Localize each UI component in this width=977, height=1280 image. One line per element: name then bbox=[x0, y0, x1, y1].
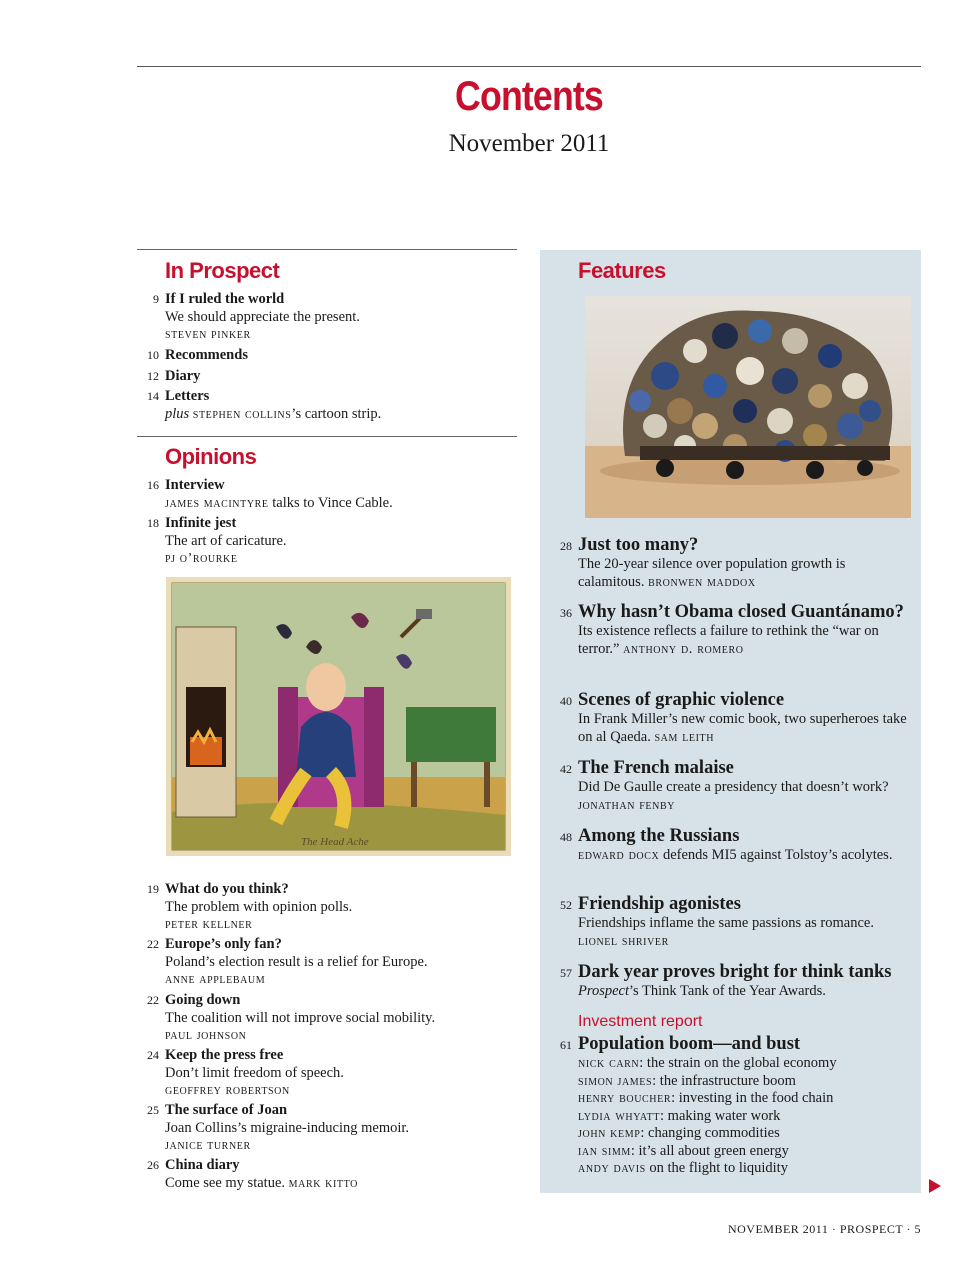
entry-desc: The coalition will not improve social mobility. bbox=[165, 1009, 436, 1026]
investment-line bbox=[578, 1090, 910, 1108]
overloaded-truck-image bbox=[585, 296, 911, 518]
feature-photo bbox=[585, 296, 911, 518]
entry-desc-text: In Frank Miller’s new comic book, two superheroes take on al Qaeda. bbox=[578, 711, 907, 745]
page-number: 24 bbox=[147, 1048, 159, 1062]
entry-title: The French malaise bbox=[578, 758, 734, 778]
entry-desc-text: talks to Vince Cable. bbox=[268, 494, 393, 511]
page-number: 10 bbox=[147, 348, 159, 362]
entry-author: mark kitto bbox=[288, 1175, 358, 1191]
line-text: : it’s all about green energy bbox=[630, 1142, 789, 1159]
plus-word: plus bbox=[165, 405, 190, 422]
entry-title: What do you think? bbox=[165, 881, 289, 897]
page-number: 19 bbox=[147, 882, 159, 896]
investment-line bbox=[578, 1125, 910, 1143]
entry-desc-text: defends MI5 against Tolstoy’s acolytes. bbox=[659, 847, 893, 863]
entry-desc bbox=[165, 495, 515, 513]
page-number: 48 bbox=[560, 830, 572, 844]
entry-title: Interview bbox=[165, 477, 225, 493]
entry-author: janice turner bbox=[165, 1138, 251, 1153]
entry-author: henry boucher bbox=[578, 1090, 672, 1106]
entry-desc bbox=[578, 779, 910, 814]
page-number: 12 bbox=[147, 369, 159, 383]
page-number: 57 bbox=[560, 966, 572, 980]
opinions-heading: Opinions bbox=[165, 444, 257, 469]
entry-desc bbox=[578, 623, 910, 658]
entry-title: Just too many? bbox=[578, 535, 699, 555]
entry-desc-text: ’s Think Tank of the Year Awards. bbox=[629, 983, 826, 999]
page-folio: NOVEMBER 2011 · PROSPECT · 5 bbox=[727, 1222, 921, 1236]
entry-desc-text: The 20-year silence over population growth is calamitous. bbox=[578, 556, 846, 590]
opinions-rule bbox=[137, 436, 517, 437]
page-number: 36 bbox=[560, 606, 572, 620]
line-text: : the strain on the global economy bbox=[639, 1055, 837, 1071]
page-number: 22 bbox=[147, 993, 159, 1007]
entry-title: Letters bbox=[165, 388, 210, 404]
entry-title: Diary bbox=[165, 368, 201, 384]
entry-desc-text: Did De Gaulle create a presidency that doesn’t work? bbox=[578, 779, 889, 795]
entry-title: Dark year proves bright for think tanks bbox=[578, 962, 892, 982]
page-number: 52 bbox=[560, 898, 572, 912]
entry-title: Scenes of graphic violence bbox=[578, 690, 785, 710]
entry-desc: Don’t limit freedom of speech. bbox=[165, 1064, 344, 1081]
entry-author: ian simm bbox=[578, 1142, 631, 1159]
entry-author: geoffrey robertson bbox=[165, 1083, 290, 1098]
entry-author: nick carn bbox=[578, 1055, 640, 1071]
plus-text: ’s cartoon strip. bbox=[291, 405, 382, 422]
page-number: 28 bbox=[560, 539, 572, 553]
entry-author: paul johnson bbox=[165, 1028, 247, 1043]
investment-report-label: Investment report bbox=[578, 1013, 703, 1030]
entry-title: Friendship agonistes bbox=[578, 894, 741, 914]
entry-author: steven pinker bbox=[165, 327, 251, 342]
entry-title: Recommends bbox=[165, 347, 248, 363]
page-number: 16 bbox=[147, 478, 159, 492]
entry-author: anne applebaum bbox=[165, 972, 266, 987]
line-text: on the flight to liquidity bbox=[645, 1160, 788, 1176]
entry-title: If I ruled the world bbox=[165, 291, 285, 307]
entry-author: lionel shriver bbox=[578, 932, 669, 949]
page-number: 25 bbox=[147, 1103, 159, 1117]
entry-desc bbox=[578, 711, 910, 746]
entry-desc bbox=[578, 847, 910, 865]
entry-title: Among the Russians bbox=[578, 826, 740, 846]
entry-title: Europe’s only fan? bbox=[165, 936, 282, 952]
entry-title: Keep the press free bbox=[165, 1047, 284, 1063]
page-title: Contents bbox=[455, 72, 603, 119]
investment-line bbox=[578, 1143, 910, 1161]
entry-title: Going down bbox=[165, 992, 241, 1008]
illustration-caption: The Head Ache bbox=[301, 836, 369, 848]
line-text: : investing in the food chain bbox=[671, 1090, 834, 1106]
entry-author: sam leith bbox=[654, 728, 715, 745]
entry-desc bbox=[578, 915, 910, 950]
caricature-illustration bbox=[166, 577, 511, 856]
entry-author: stephen collins bbox=[192, 406, 292, 422]
page-number: 26 bbox=[147, 1158, 159, 1172]
line-text: : making water work bbox=[660, 1107, 781, 1124]
entry-author: john kemp bbox=[578, 1125, 641, 1141]
entry-title: China diary bbox=[165, 1157, 240, 1173]
entry-title: Why hasn’t Obama closed Guantánamo? bbox=[578, 602, 904, 622]
page-number: 14 bbox=[147, 389, 159, 403]
entry-desc bbox=[578, 556, 910, 591]
line-text: : changing commodities bbox=[640, 1125, 780, 1141]
page-number: 18 bbox=[147, 516, 159, 530]
in-prospect-rule bbox=[137, 249, 517, 250]
entry-author: jonathan fenby bbox=[578, 796, 676, 813]
page-number: 9 bbox=[153, 292, 159, 306]
entry-desc: Joan Collins’s migraine-inducing memoir. bbox=[165, 1119, 410, 1136]
features-heading: Features bbox=[578, 258, 666, 283]
page-number: 61 bbox=[560, 1038, 572, 1052]
entry-title: The surface of Joan bbox=[165, 1102, 288, 1118]
magazine-name: Prospect bbox=[578, 983, 630, 999]
entry-title: Infinite jest bbox=[165, 515, 237, 531]
entry-author: peter kellner bbox=[165, 917, 253, 932]
top-rule bbox=[137, 66, 921, 67]
entry-desc-text: Friendships inflame the same passions as romance. bbox=[578, 915, 874, 931]
entry-author: andy davis bbox=[578, 1160, 646, 1176]
page-number: 40 bbox=[560, 694, 572, 708]
in-prospect-heading: In Prospect bbox=[165, 258, 280, 283]
line-text: : the infrastructure boom bbox=[652, 1072, 796, 1089]
page-subtitle: November 2011 bbox=[448, 130, 610, 157]
caricature-image bbox=[166, 577, 511, 856]
investment-line bbox=[578, 1160, 910, 1178]
entry-author: simon james bbox=[578, 1072, 653, 1089]
entry-desc bbox=[165, 1175, 515, 1193]
continue-arrow-icon[interactable] bbox=[929, 1179, 941, 1193]
investment-line bbox=[578, 1108, 910, 1126]
entry-desc bbox=[165, 406, 515, 424]
entry-title: Population boom—and bust bbox=[578, 1034, 801, 1054]
entry-desc: Poland’s election result is a relief for Europe. bbox=[165, 953, 428, 970]
entry-desc: We should appreciate the present. bbox=[165, 308, 360, 325]
entry-author: lydia whyatt bbox=[578, 1107, 661, 1124]
investment-line bbox=[578, 1073, 910, 1091]
entry-author: james macintyre bbox=[165, 495, 269, 511]
page-number: 22 bbox=[147, 937, 159, 951]
investment-line bbox=[578, 1055, 910, 1073]
entry-desc-text: Its existence reflects a failure to rethink the “war on terror.” bbox=[578, 623, 879, 657]
entry-author: anthony d. romero bbox=[623, 640, 744, 657]
entry-author: pj o’rourke bbox=[165, 551, 238, 566]
page-number: 42 bbox=[560, 762, 572, 776]
entry-author: bronwen maddox bbox=[648, 573, 756, 590]
entry-desc: The art of caricature. bbox=[165, 532, 287, 549]
entry-desc bbox=[578, 983, 910, 1001]
entry-desc-text: Come see my statue. bbox=[165, 1174, 289, 1191]
entry-desc: The problem with opinion polls. bbox=[165, 898, 353, 915]
entry-author: edward docx bbox=[578, 847, 660, 863]
